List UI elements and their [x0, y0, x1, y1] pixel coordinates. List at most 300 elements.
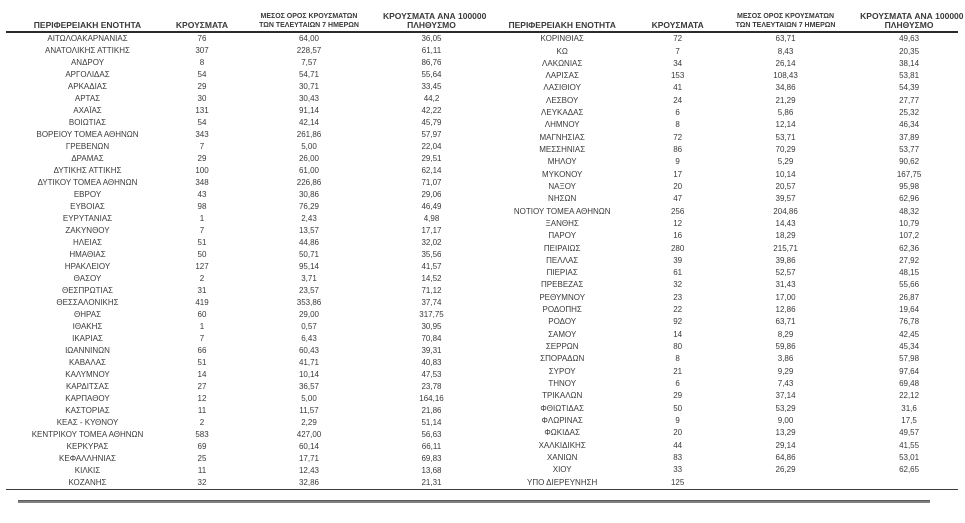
cases-cell: 25 [197, 454, 207, 463]
per100k-cell: 66,11 [421, 442, 442, 451]
avg7-cell: 53,71 [775, 132, 796, 142]
cases-cell: 1 [199, 214, 205, 223]
table-row [480, 156, 958, 168]
per100k-cell: 57,98 [899, 354, 920, 364]
cases-cell: 83 [673, 452, 683, 462]
cases-cell: 54 [197, 70, 207, 79]
table-row [480, 82, 958, 94]
table-row [480, 230, 958, 242]
region-name-cell: ΠΕΛΛΑΣ [546, 255, 579, 265]
per100k-cell: 86,76 [421, 58, 442, 67]
cases-cell: 32 [197, 478, 207, 487]
cases-cell: 583 [195, 430, 209, 439]
avg7-cell: 70,29 [775, 145, 796, 154]
region-name-cell: ΧΑΝΙΩΝ [546, 452, 578, 462]
region-name-cell: ΘΗΡΑΣ [73, 310, 102, 319]
avg7-cell: 12,86 [775, 305, 796, 315]
avg7-cell: 30,86 [298, 190, 320, 199]
cases-cell: 7 [199, 334, 205, 343]
per100k-cell: 167,75 [896, 169, 922, 179]
region-name-cell: ΦΛΩΡΙΝΑΣ [541, 415, 583, 425]
bottom-rule [18, 500, 930, 503]
avg7-cell: 60,14 [298, 442, 320, 451]
table-row [6, 381, 480, 393]
cases-cell: 14 [673, 329, 683, 339]
avg7-cell: 12,14 [775, 120, 796, 130]
table-row [6, 249, 480, 261]
region-name-cell: ΜΕΣΣΗΝΙΑΣ [539, 145, 586, 154]
region-name-cell: ΖΑΚΥΝΘΟΥ [65, 226, 110, 235]
cases-cell: 47 [673, 194, 683, 204]
cases-cell: 32 [673, 280, 683, 290]
table-row [6, 105, 480, 117]
avg7-cell: 226,86 [296, 178, 322, 187]
region-name-cell: ΣΥΡΟΥ [548, 366, 576, 376]
region-name-cell: ΛΗΜΝΟΥ [544, 120, 580, 130]
per100k-cell: 107,2 [899, 231, 920, 241]
per100k-cell: 31,6 [901, 403, 917, 413]
cases-cell: 6 [675, 378, 680, 388]
cases-cell: 8 [675, 354, 680, 364]
per100k-cell: 26,87 [899, 292, 920, 302]
table-row [480, 95, 958, 107]
table-row [6, 225, 480, 237]
per100k-cell: 32,02 [421, 238, 442, 247]
avg7-cell: 36,57 [298, 382, 320, 391]
avg7-cell: 50,71 [298, 250, 320, 259]
region-name-cell: ΠΡΕΒΕΖΑΣ [541, 280, 584, 290]
per100k-cell: 97,64 [899, 366, 920, 376]
table-row [480, 365, 958, 377]
table-row [480, 476, 958, 489]
cases-cell: 61 [673, 268, 683, 278]
avg7-cell: 3,71 [301, 274, 317, 283]
cases-cell: 8 [675, 120, 680, 130]
table-row [480, 32, 958, 45]
per100k-cell: 17,5 [901, 415, 917, 425]
cases-cell: 23 [673, 292, 683, 302]
per100k-cell: 48,32 [899, 206, 920, 216]
region-name-cell: ΑΝΔΡΟΥ [70, 58, 105, 67]
avg7-cell: 5,29 [777, 157, 794, 167]
table-body-left [6, 32, 480, 489]
table-row [6, 261, 480, 273]
cases-cell: 100 [195, 166, 209, 175]
per100k-cell: 61,11 [421, 46, 442, 55]
region-name-cell: ΙΘΑΚΗΣ [72, 322, 103, 331]
avg7-cell: 26,29 [775, 465, 796, 475]
per100k-cell: 53,01 [899, 452, 920, 462]
avg7-cell: 5,86 [777, 108, 794, 118]
region-name-cell: ΗΛΕΙΑΣ [73, 238, 102, 247]
per100k-cell: 41,55 [899, 440, 920, 450]
per100k-cell: 53,77 [899, 145, 920, 154]
cases-cell: 419 [195, 298, 209, 307]
region-name-cell: ΛΑΚΩΝΙΑΣ [542, 58, 583, 68]
table-body-right [480, 32, 958, 489]
avg7-cell: 14,43 [775, 218, 796, 228]
table-row [480, 193, 958, 205]
cases-cell: 256 [670, 206, 685, 216]
per100k-cell: 45,34 [899, 342, 920, 351]
region-name-cell: ΔΥΤΙΚΟΥ ΤΟΜΕΑ ΑΘΗΝΩΝ [37, 178, 138, 187]
per100k-cell: 29,51 [421, 154, 442, 163]
region-name-cell: ΕΥΡΥΤΑΝΙΑΣ [62, 214, 113, 223]
table-row [6, 201, 480, 213]
header-avg7-line1: ΜΕΣΟΣ ΟΡΟΣ ΚΡΟΥΣΜΑΤΩΝ [737, 13, 835, 20]
region-name-cell: ΗΜΑΘΙΑΣ [69, 250, 106, 259]
region-name-cell: ΘΕΣΠΡΩΤΙΑΣ [62, 286, 113, 295]
avg7-cell [711, 476, 860, 489]
avg7-cell: 41,71 [298, 358, 320, 367]
region-name-cell: ΚΑΣΤΟΡΙΑΣ [65, 406, 110, 415]
region-name-cell: ΛΕΣΒΟΥ [546, 95, 579, 105]
header-per100k-line2: ΠΛΗΘΥΣΜΟ [407, 20, 456, 30]
table-row [480, 205, 958, 217]
table-row [6, 165, 480, 177]
per100k-cell: 4,98 [423, 214, 440, 223]
avg7-cell: 30,71 [298, 82, 320, 91]
cases-cell: 50 [673, 403, 683, 413]
header-avg7 [711, 4, 860, 32]
table-row [480, 70, 958, 82]
per100k-cell: 54,39 [899, 83, 920, 93]
region-name-cell: ΛΑΣΙΘΙΟΥ [543, 83, 581, 93]
table-row [480, 341, 958, 353]
cases-table-left [6, 4, 487, 489]
cases-cell: 22 [673, 305, 683, 315]
region-name-cell: ΚΕΡΚΥΡΑΣ [66, 442, 109, 451]
per100k-cell: 90,62 [899, 157, 920, 167]
header-region: ΠΕΡΙΦΕΡΕΙΑΚΗ ΕΝΟΤΗΤΑ [6, 4, 169, 32]
region-name-cell: ΘΑΣΟΥ [73, 274, 102, 283]
cases-cell: 24 [673, 95, 683, 105]
region-name-cell: ΑΝΑΤΟΛΙΚΗΣ ΑΤΤΙΚΗΣ [45, 46, 130, 55]
region-name-cell: ΜΑΓΝΗΣΙΑΣ [539, 132, 585, 142]
cases-cell: 11 [197, 466, 207, 475]
table-row [480, 107, 958, 119]
cases-cell: 20 [673, 181, 683, 191]
cases-cell: 7 [199, 142, 205, 151]
avg7-cell: 7,43 [777, 378, 794, 388]
avg7-cell: 34,86 [775, 83, 796, 93]
per100k-cell: 10,79 [899, 218, 920, 228]
cases-cell: 280 [670, 243, 685, 253]
avg7-cell: 53,29 [775, 403, 796, 413]
cases-table-right [480, 4, 964, 489]
avg7-cell: 59,86 [775, 342, 796, 351]
per100k-cell: 25,32 [899, 108, 920, 118]
header-avg7-line1: ΜΕΣΟΣ ΟΡΟΣ ΚΡΟΥΣΜΑΤΩΝ [260, 13, 358, 20]
cases-cell: 72 [673, 132, 683, 142]
table-row [6, 285, 480, 297]
avg7-cell: 63,71 [775, 34, 796, 44]
avg7-cell: 8,29 [777, 329, 794, 339]
per100k-cell: 95,98 [899, 181, 920, 191]
avg7-cell: 9,29 [777, 366, 794, 376]
per100k-cell: 57,97 [421, 130, 442, 139]
region-name-cell: ΓΡΕΒΕΝΩΝ [65, 142, 110, 151]
region-name-cell: ΠΙΕΡΙΑΣ [546, 268, 578, 278]
region-name-cell: ΚΕΑΣ - ΚΥΘΝΟΥ [56, 418, 119, 427]
cases-cell: 29 [673, 391, 683, 401]
table-row [6, 297, 480, 309]
table-row [6, 69, 480, 81]
header-cases: ΚΡΟΥΣΜΑΤΑ [169, 4, 235, 32]
cases-cell: 21 [673, 366, 683, 376]
per100k-cell: 49,57 [899, 428, 920, 438]
per100k-cell: 30,95 [421, 322, 442, 331]
avg7-cell: 0,57 [301, 322, 317, 331]
table-row [480, 402, 958, 414]
per100k-cell: 62,36 [899, 243, 920, 253]
cases-cell: 8 [199, 58, 205, 67]
per100k-cell: 21,86 [421, 406, 442, 415]
avg7-cell: 26,14 [775, 58, 796, 68]
cases-cell: 72 [673, 34, 683, 44]
avg7-cell: 3,86 [777, 354, 794, 364]
header-cases: ΚΡΟΥΣΜΑΤΑ [644, 4, 711, 32]
region-name-cell: ΣΕΡΡΩΝ [545, 342, 579, 351]
table-row [480, 58, 958, 70]
cases-cell: 153 [670, 71, 685, 81]
cases-cell: 7 [199, 226, 205, 235]
per100k-cell: 21,31 [421, 478, 442, 487]
cases-cell: 125 [670, 477, 685, 487]
region-name-cell: ΚΑΛΥΜΝΟΥ [65, 370, 110, 379]
region-name-cell: ΝΟΤΙΟΥ ΤΟΜΕΑ ΑΘΗΝΩΝ [513, 206, 611, 216]
per100k-cell: 46,49 [421, 202, 442, 211]
cases-cell: 7 [675, 46, 680, 56]
cases-cell: 307 [195, 46, 209, 55]
region-name-cell: ΦΩΚΙΔΑΣ [544, 428, 580, 438]
avg7-cell: 32,86 [298, 478, 320, 487]
cases-cell: 41 [673, 83, 683, 93]
table-row [6, 429, 480, 441]
table-row [6, 32, 480, 45]
cases-cell: 12 [673, 218, 683, 228]
table-row [6, 81, 480, 93]
table-row [480, 292, 958, 304]
per100k-cell: 27,92 [899, 255, 920, 265]
avg7-cell: 2,43 [301, 214, 317, 223]
avg7-cell: 2,29 [301, 418, 317, 427]
table-row [480, 45, 958, 57]
table-row [6, 189, 480, 201]
region-name-cell: ΚΙΛΚΙΣ [74, 466, 101, 475]
avg7-cell: 21,29 [775, 95, 796, 105]
region-name-cell: ΚΕΦΑΛΛΗΝΙΑΣ [59, 454, 116, 463]
per100k-cell: 40,83 [421, 358, 442, 367]
per100k-cell: 14,52 [421, 274, 442, 283]
cases-cell: 11 [197, 406, 207, 415]
header-row [480, 4, 958, 32]
region-name-cell: ΙΚΑΡΙΑΣ [72, 334, 103, 343]
avg7-cell: 37,14 [775, 391, 796, 401]
region-name-cell: ΡΟΔΟΠΗΣ [542, 305, 582, 315]
region-name-cell: ΠΕΙΡΑΙΩΣ [543, 243, 581, 253]
avg7-cell: 26,00 [298, 154, 320, 163]
cases-cell: 14 [197, 370, 207, 379]
per100k-cell: 33,45 [421, 82, 442, 91]
region-name-cell: ΧΙΟΥ [552, 465, 572, 475]
per100k-cell: 35,56 [421, 250, 442, 259]
region-name-cell: ΡΟΔΟΥ [548, 317, 577, 327]
avg7-cell: 7,57 [301, 58, 317, 67]
avg7-cell: 228,57 [296, 46, 322, 55]
cases-cell: 60 [197, 310, 207, 319]
per100k-cell: 42,45 [899, 329, 920, 339]
table-row [480, 144, 958, 156]
per100k-cell: 71,12 [421, 286, 442, 295]
table-row [6, 441, 480, 453]
per100k-cell: 39,31 [421, 346, 442, 355]
region-name-cell: ΚΕΝΤΡΙΚΟΥ ΤΟΜΕΑ ΑΘΗΝΩΝ [31, 430, 144, 439]
table-row [6, 357, 480, 369]
region-name-cell: ΤΡΙΚΑΛΩΝ [542, 391, 583, 401]
table-row [480, 119, 958, 131]
avg7-cell: 6,43 [301, 334, 317, 343]
table-row [6, 309, 480, 321]
per100k-cell: 69,48 [899, 378, 920, 388]
avg7-cell: 64,00 [298, 34, 320, 43]
region-name-cell: ΣΑΜΟΥ [548, 329, 577, 339]
cases-cell: 6 [675, 108, 680, 118]
per100k-cell: 42,22 [421, 106, 442, 115]
avg7-cell: 91,14 [298, 106, 320, 115]
avg7-cell: 215,71 [773, 243, 798, 253]
cases-cell: 51 [197, 238, 207, 247]
cases-cell: 30 [197, 94, 207, 103]
avg7-cell: 39,86 [775, 255, 796, 265]
region-name-cell: ΔΡΑΜΑΣ [71, 154, 104, 163]
per100k-cell: 17,17 [421, 226, 442, 235]
per100k-cell: 49,63 [899, 34, 920, 44]
cases-cell: 27 [197, 382, 207, 391]
cases-cell: 69 [197, 442, 207, 451]
per100k-cell [860, 476, 958, 489]
per100k-cell: 46,34 [899, 120, 920, 130]
table-row [6, 57, 480, 69]
per100k-cell: 19,64 [899, 305, 920, 315]
region-name-cell: ΜΗΛΟΥ [547, 157, 577, 167]
table-row [480, 181, 958, 193]
region-name-cell: ΔΥΤΙΚΗΣ ΑΤΤΙΚΗΣ [53, 166, 122, 175]
cases-cell: 31 [197, 286, 207, 295]
region-name-cell: ΕΒΡΟΥ [73, 190, 102, 199]
avg7-cell: 39,57 [775, 194, 796, 204]
avg7-cell: 61,00 [298, 166, 320, 175]
cases-cell: 33 [673, 465, 683, 475]
avg7-cell: 30,43 [298, 94, 320, 103]
avg7-cell: 10,14 [298, 370, 320, 379]
avg7-cell: 63,71 [775, 317, 796, 327]
per100k-cell: 48,15 [899, 268, 920, 278]
table-row [6, 417, 480, 429]
region-name-cell: ΑΡΓΟΛΙΔΑΣ [65, 70, 110, 79]
table-row [480, 427, 958, 439]
region-name-cell: ΝΑΞΟΥ [548, 181, 576, 191]
avg7-cell: 52,57 [775, 268, 796, 278]
table-row [6, 477, 480, 489]
per100k-cell: 37,89 [899, 132, 920, 142]
region-name-cell: ΚΟΡΙΝΘΙΑΣ [540, 34, 584, 44]
table-row [6, 333, 480, 345]
avg7-cell: 29,00 [298, 310, 320, 319]
avg7-cell: 108,43 [773, 71, 798, 81]
region-name-cell: ΑΧΑΪΑΣ [73, 106, 102, 115]
avg7-cell: 12,43 [298, 466, 320, 475]
table-row [480, 353, 958, 365]
cases-cell: 1 [199, 322, 205, 331]
table-row [480, 267, 958, 279]
table-row [480, 415, 958, 427]
region-name-cell: ΧΑΛΚΙΔΙΚΗΣ [538, 440, 586, 450]
cases-cell: 2 [199, 418, 205, 427]
region-name-cell: ΚΑΡΔΙΤΣΑΣ [65, 382, 110, 391]
region-name-cell: ΒΟΡΕΙΟΥ ΤΟΜΕΑ ΑΘΗΝΩΝ [36, 130, 139, 139]
region-name-cell: ΤΗΝΟΥ [548, 378, 577, 388]
table-row [480, 390, 958, 402]
cases-cell: 50 [197, 250, 207, 259]
cases-cell: 9 [675, 157, 680, 167]
cases-cell: 20 [673, 428, 683, 438]
per100k-cell: 76,78 [899, 317, 920, 327]
table-row [6, 237, 480, 249]
cases-cell: 9 [675, 415, 680, 425]
header-per100k-line2: ΠΛΗΘΥΣΜΟ [884, 20, 934, 30]
region-name-cell: ΑΙΤΩΛΟΑΚΑΡΝΑΝΙΑΣ [47, 34, 128, 43]
table-row [6, 177, 480, 189]
region-name-cell: ΝΗΣΩΝ [548, 194, 577, 204]
per100k-cell: 41,57 [421, 262, 442, 271]
per100k-cell: 53,81 [899, 71, 920, 81]
avg7-cell: 11,57 [299, 406, 319, 415]
per100k-cell: 71,07 [421, 178, 442, 187]
region-name-cell: ΥΠΟ ΔΙΕΡΕΥΝΗΣΗ [527, 477, 598, 487]
region-name-cell: ΚΟΖΑΝΗΣ [68, 478, 107, 487]
header-per100k-line1: ΚΡΟΥΣΜΑΤΑ ΑΝΑ 100000 [383, 11, 487, 21]
per100k-cell: 22,12 [899, 391, 920, 401]
header-avg7 [235, 4, 383, 32]
avg7-cell: 204,86 [773, 206, 798, 216]
table-row [480, 242, 958, 254]
per100k-cell: 69,83 [421, 454, 442, 463]
avg7-cell: 95,14 [298, 262, 320, 271]
table-row [6, 369, 480, 381]
table-row [6, 117, 480, 129]
header-per100k [383, 4, 487, 32]
region-name-cell: ΣΠΟΡΑΔΩΝ [540, 354, 585, 364]
table-row [480, 132, 958, 144]
per100k-cell: 55,64 [421, 70, 442, 79]
region-name-cell: ΠΑΡΟΥ [548, 231, 577, 241]
table-row [6, 405, 480, 417]
header-per100k [860, 4, 964, 32]
regional-cases-table [6, 4, 964, 490]
cases-cell: 343 [195, 130, 209, 139]
per100k-cell: 51,14 [421, 418, 442, 427]
table-row [480, 304, 958, 316]
per100k-cell: 29,06 [421, 190, 442, 199]
header-avg7-line2: ΤΩΝ ΤΕΛΕΥΤΑΙΩΝ 7 ΗΜΕΡΩΝ [259, 22, 359, 29]
table-row [480, 279, 958, 291]
table-row [6, 321, 480, 333]
cases-cell: 54 [197, 118, 207, 127]
avg7-cell: 17,71 [298, 454, 320, 463]
avg7-cell: 29,14 [775, 440, 796, 450]
header-row [6, 4, 480, 32]
